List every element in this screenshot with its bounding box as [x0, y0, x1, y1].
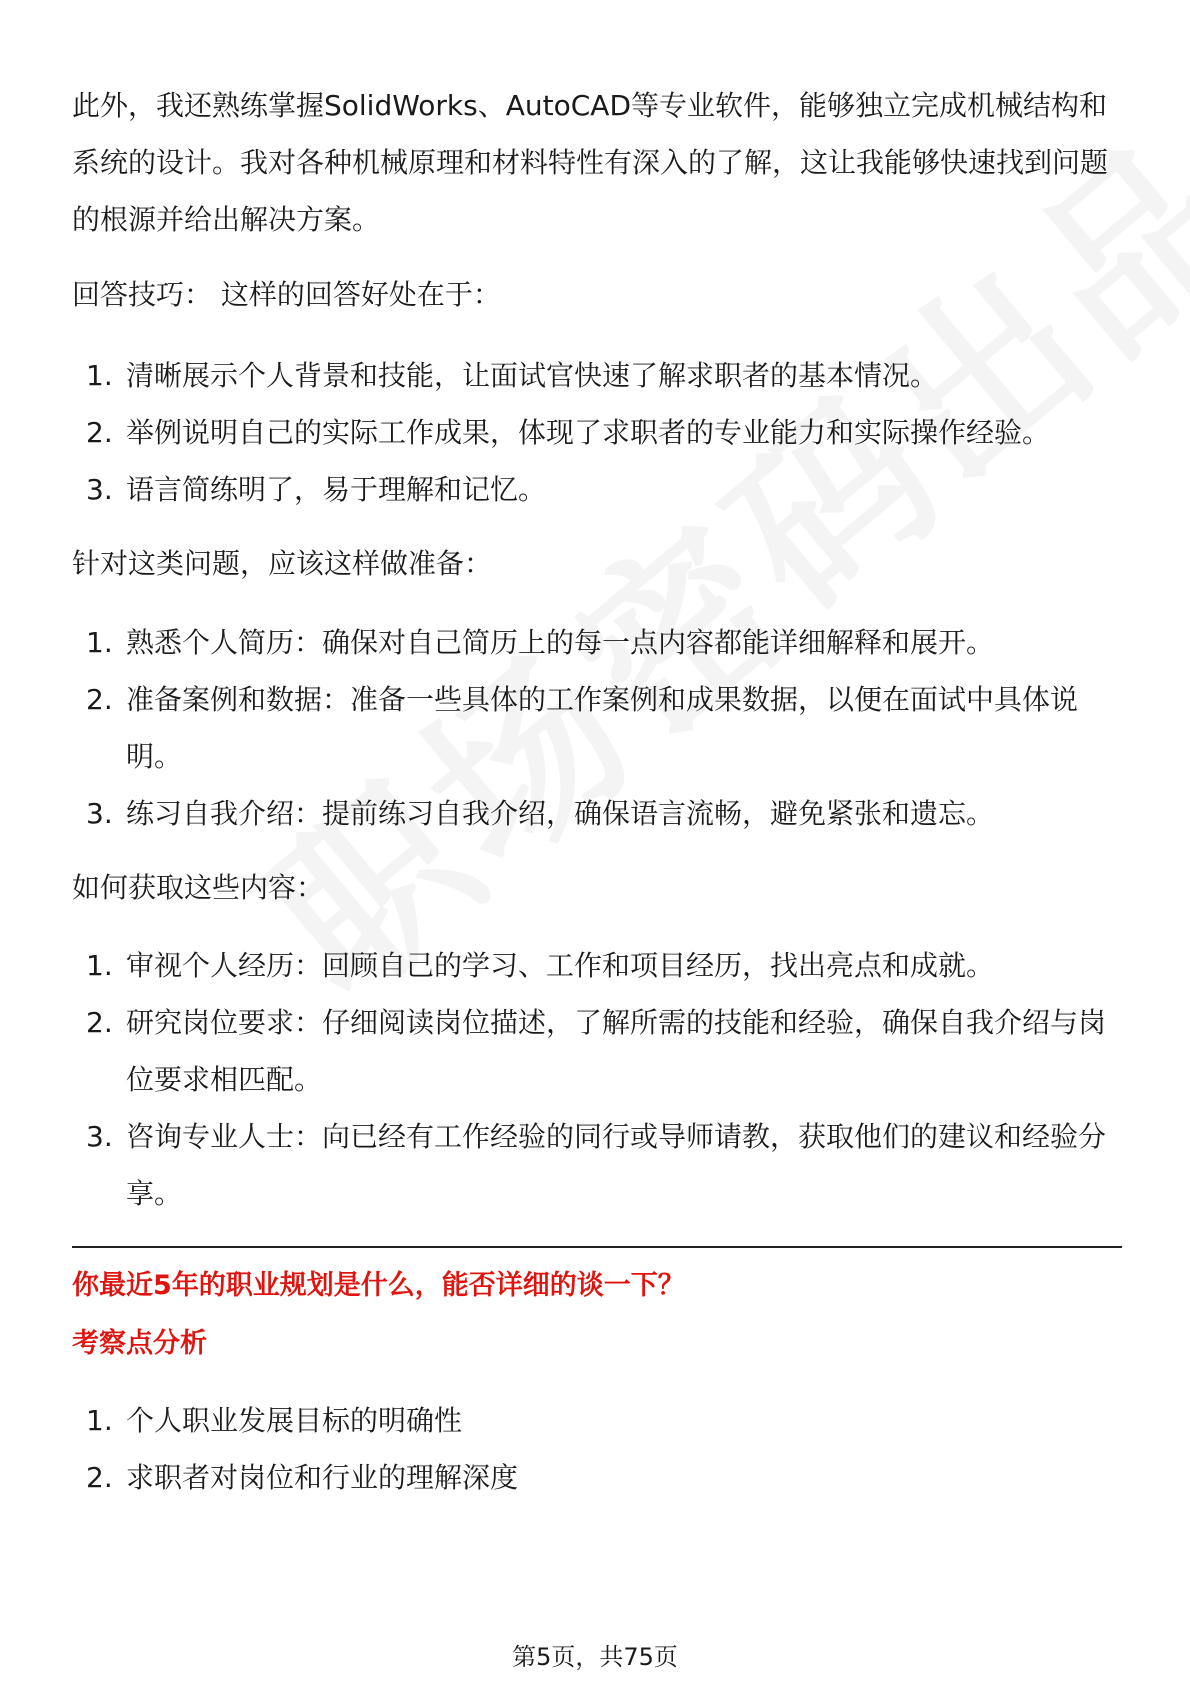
list-item: 2. 求职者对岗位和行业的理解深度	[86, 1461, 519, 1494]
list-item: 3. 咨询专业人士：向已经有工作经验的同行或导师请教，获取他们的建议和经验分享。	[86, 1120, 1107, 1210]
analysis-list	[72, 1392, 1122, 1506]
analysis-title: 考察点分析	[72, 1328, 207, 1359]
list-item: 3. 语言简练明了，易于理解和记忆。	[86, 473, 547, 506]
intro-paragraph: 此外，我还熟练掌握SolidWorks、AutoCAD等专业软件，能够独立完成机械结构和系统的设计。我对各种机械原理和材料特性有深入的了解，这让我能够快速找到问题的根源并给出解决方案。	[72, 89, 1109, 236]
list-item: 1. 熟悉个人简历：确保对自己简历上的每一点内容都能详细解释和展开。	[86, 626, 995, 659]
list-item: 1. 清晰展示个人背景和技能，让面试官快速了解求职者的基本情况。	[86, 359, 939, 392]
obtain-heading: 如何获取这些内容：	[72, 871, 325, 904]
list-item: 1. 个人职业发展目标的明确性	[86, 1404, 463, 1437]
tips-heading: 回答技巧： 这样的回答好处在于：	[72, 278, 501, 311]
page-footer: 第5页，共75页	[512, 1643, 678, 1671]
tips-list	[72, 347, 1122, 518]
prep-list	[72, 614, 1122, 842]
section-divider	[72, 1246, 1122, 1248]
list-item: 3. 练习自我介绍：提前练习自我介绍，确保语言流畅，避免紧张和遗忘。	[86, 797, 995, 830]
list-item: 2. 举例说明自己的实际工作成果，体现了求职者的专业能力和实际操作经验。	[86, 416, 1051, 449]
obtain-list	[72, 937, 1122, 1222]
list-item: 2. 准备案例和数据：准备一些具体的工作案例和成果数据，以便在面试中具体说明。	[86, 683, 1079, 773]
prep-heading: 针对这类问题，应该这样做准备：	[72, 547, 493, 580]
list-item: 1. 审视个人经历：回顾自己的学习、工作和项目经历，找出亮点和成就。	[86, 949, 995, 982]
list-item: 2. 研究岗位要求：仔细阅读岗位描述，了解所需的技能和经验，确保自我介绍与岗位要求相匹配。	[86, 1006, 1107, 1096]
question-title: 你最近5年的职业规划是什么，能否详细的谈一下？	[72, 1270, 685, 1301]
